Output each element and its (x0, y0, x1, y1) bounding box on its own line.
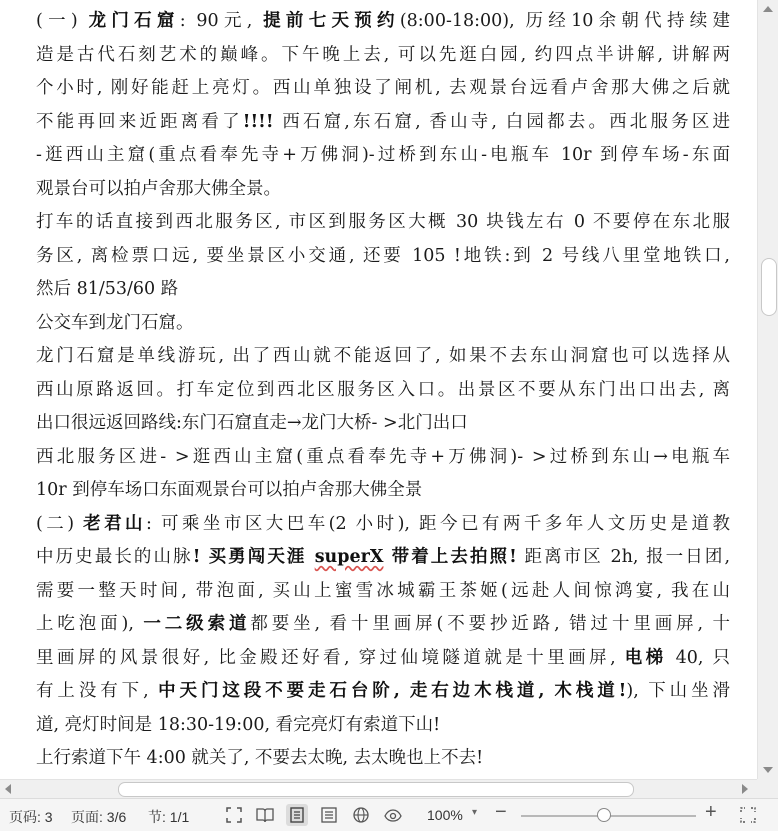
scroll-down-icon[interactable] (763, 767, 773, 773)
text-run: 10r 到停车场口东面观景台可以拍卢舍那大佛全景 (36, 480, 423, 500)
text-run: 上吃泡面), (36, 614, 144, 634)
text-run: 都要坐, 看十里画屏(不要抄近路, 错过十里画屏, 十 (250, 614, 731, 634)
bold-text-run: 中天门这段不要走石台阶, 走右边木栈道, 木栈道! (158, 681, 627, 701)
page-code-label[interactable]: 页码: 3 (9, 809, 53, 825)
bold-text-run: 龙门石窟 (88, 11, 180, 31)
document-line (36, 340, 730, 374)
document-line (36, 675, 730, 709)
text-run: 西山原路返回。打车定位到西北区服务区入口。出景区不要从东门出口出去, 离 (36, 379, 730, 400)
document-line (36, 273, 730, 307)
document-line (36, 575, 730, 609)
document-body (36, 0, 730, 776)
text-run: -逛西山主窟(重点看奉先寺+万佛洞)-过桥到东山-电瓶车 10r 到停车场-东面 (36, 145, 730, 165)
outline-view-icon[interactable] (320, 806, 338, 824)
fullscreen-icon[interactable] (225, 806, 243, 824)
text-run: 中历史最长的山脉 (36, 547, 193, 567)
document-line (36, 541, 730, 575)
text-run: 不能再回来近距离看了 (36, 111, 243, 132)
eye-protection-icon[interactable] (384, 806, 402, 824)
text-run: 40, 只 (666, 647, 730, 668)
zoom-slider-handle[interactable] (597, 808, 611, 822)
vertical-scroll-thumb[interactable] (761, 258, 777, 316)
document-line (36, 72, 730, 106)
scroll-up-icon[interactable] (763, 6, 773, 12)
text-run: : 90元, (179, 11, 264, 31)
document-line (36, 508, 730, 542)
section-label[interactable]: 节: 1/1 (148, 809, 190, 825)
web-view-icon[interactable] (352, 806, 370, 824)
bold-text-run: 提前七天预约 (263, 11, 400, 31)
document-line (36, 474, 730, 508)
bold-text-run: !!!! (242, 111, 274, 132)
zoom-out-icon[interactable]: − (495, 801, 507, 823)
document-line (36, 441, 730, 475)
text-run: 里画屏的风景很好, 比金殿还好看, 穿过仙境隧道就是十里画屏, (36, 647, 625, 668)
document-line (36, 407, 730, 441)
text-run: (8:00-18:00), 历经10余朝代持续建 (399, 11, 731, 31)
text-run: (二) (36, 513, 84, 534)
document-line (36, 709, 730, 743)
page-view-icon[interactable] (286, 804, 308, 826)
horizontal-scroll-thumb[interactable] (118, 782, 634, 797)
text-run: 道, 亮灯时间是 18:30-19:00, 看完亮灯有索道下山! (36, 714, 441, 735)
zoom-in-icon[interactable]: + (705, 801, 717, 823)
text-run: 有上没有下, (36, 681, 159, 701)
text-run: 然后 81/53/60 路 (36, 279, 179, 299)
text-run: ), 下山坐滑 (626, 681, 730, 701)
bold-text-run: ! 买勇闯天涯 (192, 547, 315, 567)
text-run: 观景台可以拍卢舍那大佛全景。 (36, 178, 281, 199)
document-line (36, 106, 730, 140)
scrollbar-corner (757, 779, 778, 798)
text-run: 公交车到龙门石窟。 (36, 312, 194, 333)
page-count-label[interactable]: 页面: 3/6 (71, 809, 127, 825)
fit-window-icon[interactable] (739, 806, 757, 824)
scroll-left-icon[interactable] (5, 784, 11, 794)
text-run: 需要一整天时间, 带泡面, 买山上蜜雪冰城霸王茶姬(远赴人间惊鸿宴, 我在山 (36, 580, 730, 601)
text-run: 个小时, 刚好能赶上亮灯。西山单独设了闸机, 去观景台远看卢舍那大佛之后就 (36, 78, 730, 98)
document-line (36, 307, 730, 341)
status-bar (0, 798, 778, 831)
bold-text-run: 电梯 (624, 647, 667, 668)
document-line (36, 173, 730, 207)
text-run: 出口很远返回路线:东门石窟直走→龙门大桥- >北门出口 (36, 413, 468, 433)
text-run: 西北服务区进- >逛西山主窟(重点看奉先寺+万佛洞)- >过桥到东山→电瓶车 (36, 446, 730, 467)
text-run: 距离市区 2h, 报一日团, (516, 547, 731, 567)
horizontal-scrollbar[interactable] (0, 779, 757, 799)
bold-text-run: 一二级索道 (143, 614, 251, 634)
scroll-right-icon[interactable] (742, 784, 748, 794)
read-mode-icon[interactable] (256, 806, 274, 824)
text-run: 务区, 离检票口远, 要坐景区小交通, 还要 105 !地铁:到 2 号线八里堂地铁口, (36, 245, 730, 266)
text-run: : 可乘坐市区大巴车(2 小时), 距今已有两千多年人文历史是道教 (146, 513, 731, 534)
bold-text-run: 带着上去拍照! (383, 547, 517, 567)
document-line (36, 240, 730, 274)
document-line (36, 608, 730, 642)
document-line (36, 139, 730, 173)
text-run: (一) (36, 11, 89, 31)
document-line (36, 39, 730, 73)
document-line (36, 5, 730, 39)
text-run: 西石窟,东石窟, 香山寺, 白园都去。西北服务区进 (273, 111, 731, 132)
text-run: 打车的话直接到西北服务区, 市区到服务区大概 30 块钱左右 0 不要停在东北服 (36, 212, 730, 232)
document-line (36, 374, 730, 408)
spellcheck-flagged-text: superX (314, 547, 384, 567)
text-run: 龙门石窟是单线游玩, 出了西山就不能返回了, 如果不去东山洞窟也可以选择从 (36, 346, 730, 366)
text-run: 造是古代石刻艺术的巅峰。下午晚上去, 可以先逛白园, 约四点半讲解, 讲解两 (36, 44, 730, 65)
zoom-dropdown-icon[interactable]: ▾ (472, 807, 478, 818)
vertical-scrollbar[interactable] (757, 0, 778, 779)
zoom-level[interactable]: 100% (427, 807, 463, 823)
bold-text-run: 老君山 (83, 513, 147, 534)
text-run: 上行索道下午 4:00 就关了, 不要去太晚, 去太晚也上不去! (36, 748, 484, 768)
document-line (36, 206, 730, 240)
document-line (36, 742, 730, 776)
document-line (36, 642, 730, 676)
